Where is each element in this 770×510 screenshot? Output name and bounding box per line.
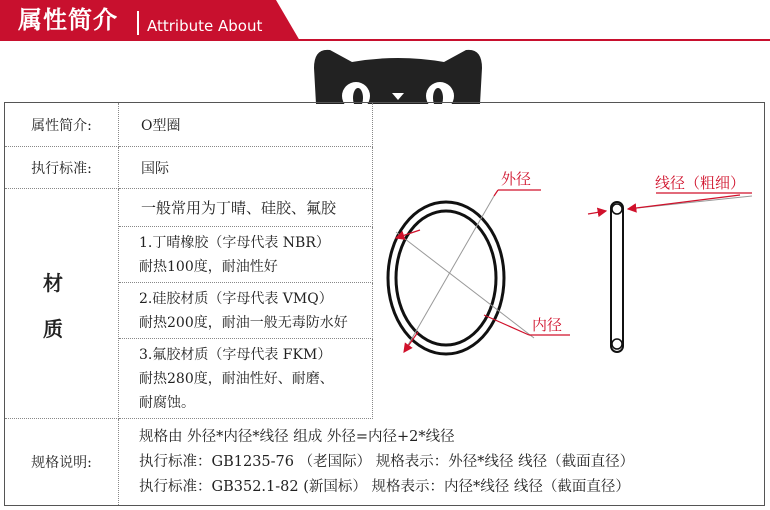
oring-inner-edge: [396, 211, 496, 345]
outer-diameter-label: 外径: [501, 170, 532, 188]
material-item-fkm-line3: 耐腐蚀。: [139, 395, 195, 411]
spec-line1: 规格由 外径*内径*线径 组成 外径=内径+2*线径: [139, 429, 455, 445]
row-attribute-label: 属性简介:: [5, 103, 119, 147]
row-standard-value: 国际: [119, 147, 373, 189]
material-item-fkm-line2: 耐热280度，耐油性好、耐磨、: [139, 371, 334, 387]
inner-diameter-label: 内径: [532, 316, 563, 334]
wire-arrow-left: [588, 211, 606, 214]
row-standard-label: 执行标准:: [5, 147, 119, 189]
material-item-nbr-line1: 1.丁晴橡胶（字母代表 NBR）: [139, 235, 330, 251]
material-item-vmq-line1: 2.硅胶材质（字母代表 VMQ）: [139, 291, 333, 307]
header-title: 属性简介: [18, 6, 118, 34]
material-item-nbr-line2: 耐热100度，耐油性好: [139, 259, 278, 275]
wire-section: [611, 202, 623, 352]
outer-pointer: [494, 190, 498, 196]
material-intro: 一般常用为丁晴、硅胶、氟胶: [119, 189, 373, 227]
spec-line3: 执行标准：GB352.1-82 (新国标） 规格表示：内径*线径 线径（截面直径）: [139, 479, 630, 495]
material-item-vmq-line2: 耐热200度，耐油一般无毒防水好: [139, 315, 348, 331]
row-attribute-value: O型圈: [119, 103, 373, 147]
spec-line2: 执行标准：GB1235-76 （老国际） 规格表示：外径*线径 线径（截面直径）: [139, 454, 635, 470]
spec-label: 规格说明:: [5, 419, 119, 505]
oring-outer-edge: [388, 202, 504, 354]
wire-arrow-right: [628, 195, 740, 209]
wire-diameter-label: 线径（粗细）: [655, 174, 746, 192]
material-label-char1: 材: [43, 271, 63, 295]
material-label-char2: 质: [43, 317, 63, 341]
header-subtitle: Attribute About: [147, 17, 263, 35]
diagram-crosshair-line: [396, 232, 534, 338]
material-item-fkm-line1: 3.氟胶材质（字母代表 FKM）: [139, 347, 332, 363]
